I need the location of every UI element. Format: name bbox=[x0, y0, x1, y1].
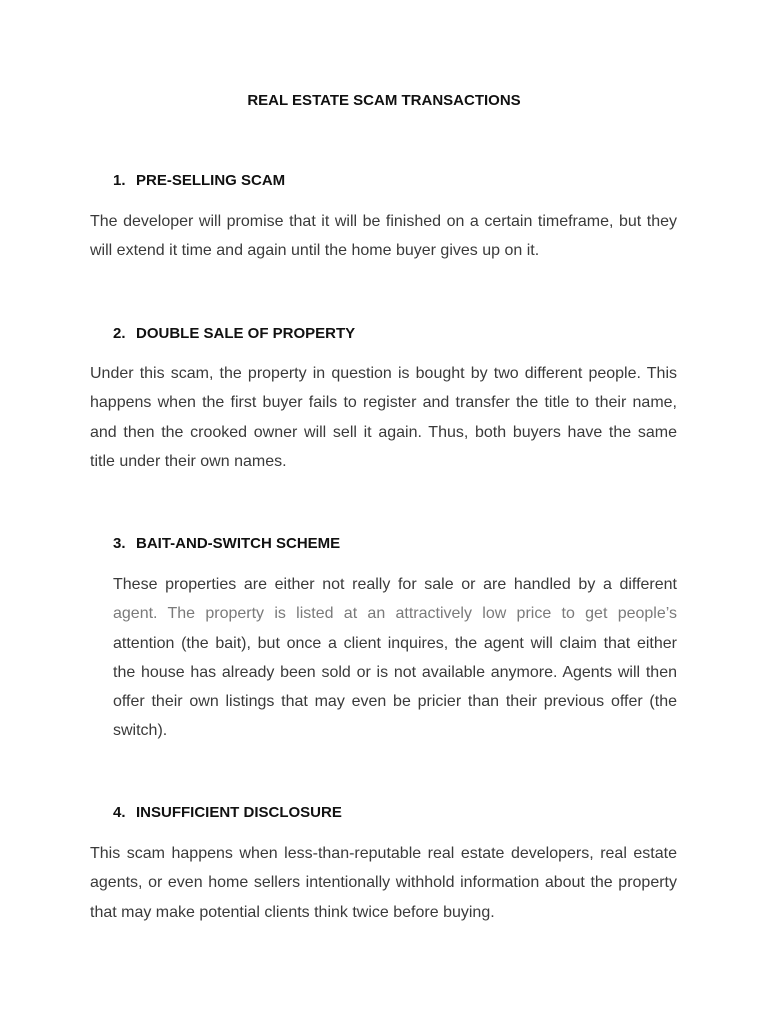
paragraph-line: and then the crooked owner will sell it again. Thus, both buyers have the same bbox=[90, 423, 677, 441]
section-heading-insufficient-disclosure bbox=[113, 804, 342, 821]
section-number: 4. bbox=[113, 804, 126, 821]
paragraph-line: will extend it time and again until the home buyer gives up on it. bbox=[90, 242, 540, 260]
section-title: BAIT-AND-SWITCH SCHEME bbox=[136, 535, 341, 552]
paragraph-line: switch). bbox=[113, 722, 168, 740]
section-title: PRE-SELLING SCAM bbox=[136, 172, 286, 189]
paragraph-line: This scam happens when less-than-reputable real estate developers, real estate bbox=[90, 845, 677, 862]
section-number: 3. bbox=[113, 535, 126, 552]
paragraph-line: Under this scam, the property in question is bought by two different people. This bbox=[90, 365, 677, 382]
section-body-double-sale bbox=[90, 359, 677, 476]
paragraph-line: the house has already been sold or is not available anymore. Agents will then bbox=[113, 663, 677, 681]
paragraph-line: agent. The property is listed at an attractively low price to get people’s bbox=[113, 605, 677, 623]
section-number: 2. bbox=[113, 325, 126, 342]
section-heading-double-sale bbox=[113, 325, 355, 342]
paragraph-line: agents, or even home sellers intentionally withhold information about the property bbox=[90, 874, 677, 892]
section-title: INSUFFICIENT DISCLOSURE bbox=[136, 804, 342, 821]
section-number: 1. bbox=[113, 172, 126, 189]
section-body-insufficient-disclosure bbox=[90, 839, 677, 927]
paragraph-line: These properties are either not really for sale or are handled by a different bbox=[113, 576, 677, 593]
section-title: DOUBLE SALE OF PROPERTY bbox=[136, 325, 356, 342]
paragraph-line: title under their own names. bbox=[90, 452, 287, 470]
paragraph-line: attention (the bait), but once a client inquires, the agent will claim that either bbox=[113, 634, 677, 652]
section-heading-bait-and-switch bbox=[113, 535, 340, 552]
section-body-bait-and-switch bbox=[113, 570, 677, 746]
document-title: REAL ESTATE SCAM TRANSACTIONS bbox=[247, 92, 521, 109]
paragraph-line: that may make potential clients think twice before buying. bbox=[90, 903, 495, 921]
paragraph-line: offer their own listings that may even be pricier than their previous offer (the bbox=[113, 693, 677, 711]
section-heading-pre-selling bbox=[113, 172, 285, 189]
paragraph-line: happens when the first buyer fails to register and transfer the title to their name, bbox=[90, 394, 677, 412]
paragraph-line: The developer will promise that it will be finished on a certain timeframe, but they bbox=[90, 213, 677, 230]
section-body-pre-selling bbox=[90, 207, 677, 266]
